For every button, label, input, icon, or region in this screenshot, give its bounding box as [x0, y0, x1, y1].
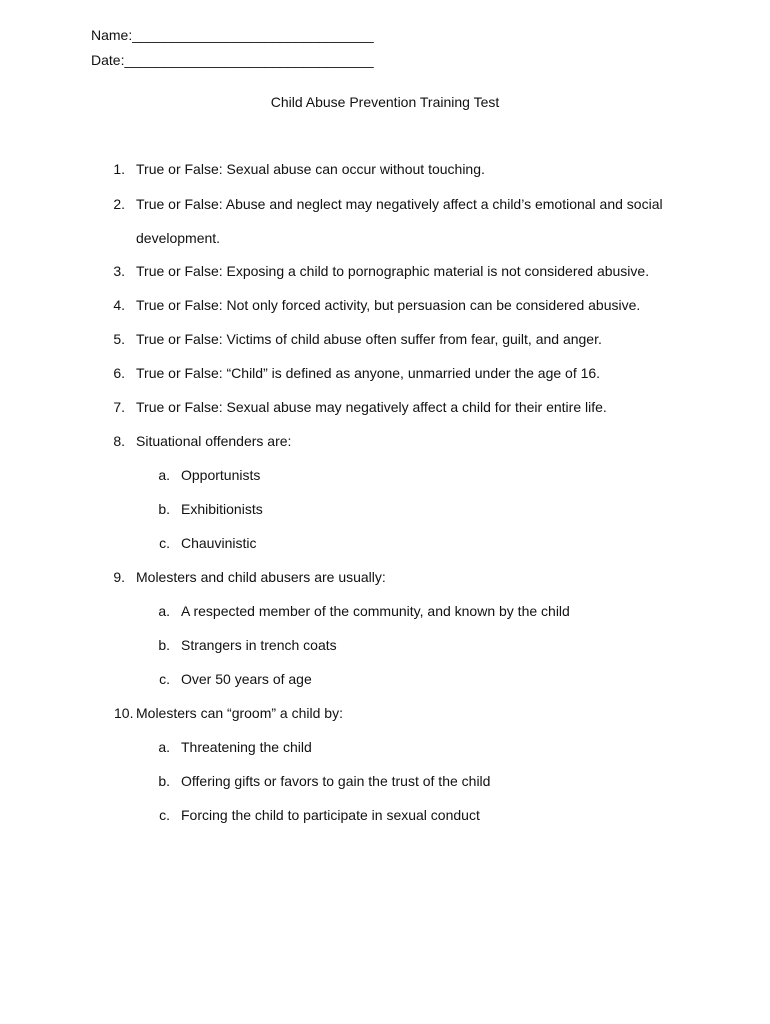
- question-text: Molesters can “groom” a child by:: [136, 705, 343, 721]
- question-text: True or False: “Child” is defined as anyone, unmarried under the age of 16.: [136, 365, 601, 381]
- question-number: 9.: [113, 569, 125, 585]
- option-text: A respected member of the community, and known by the child: [181, 603, 570, 619]
- option-letter: c.: [159, 535, 170, 551]
- question-text: Situational offenders are:: [136, 433, 292, 449]
- question-number: 2.: [113, 196, 125, 212]
- question-number: 4.: [113, 297, 125, 313]
- question-number: 10.: [114, 705, 134, 721]
- option-letter: c.: [159, 807, 170, 823]
- option-letter: a.: [158, 467, 170, 483]
- option-letter: b.: [158, 637, 170, 653]
- option-text: Strangers in trench coats: [181, 637, 337, 653]
- option-text: Opportunists: [181, 467, 261, 483]
- page-title: Child Abuse Prevention Training Test: [270, 94, 500, 110]
- option-text: Forcing the child to participate in sexual conduct: [181, 807, 480, 823]
- question-text: True or False: Not only forced activity, but persuasion can be considered abusive.: [136, 297, 641, 313]
- option-letter: b.: [158, 501, 170, 517]
- option-text: Offering gifts or favors to gain the trust of the child: [181, 773, 491, 789]
- option-text: Threatening the child: [181, 739, 312, 755]
- option-letter: a.: [158, 603, 170, 619]
- question-text: True or False: Exposing a child to pornographic material is not considered abusive.: [136, 263, 650, 279]
- question-text: True or False: Sexual abuse may negatively affect a child for their entire life.: [136, 399, 607, 415]
- name-field: Name:_______________________________: [91, 27, 374, 43]
- question-text: True or False: Abuse and neglect may negatively affect a child’s emotional and social development.: [136, 196, 663, 246]
- option-letter: b.: [158, 773, 170, 789]
- question-number: 8.: [113, 433, 125, 449]
- option-letter: c.: [159, 671, 170, 687]
- option-text: Chauvinistic: [181, 535, 257, 551]
- option-letter: a.: [158, 739, 170, 755]
- option-text: Over 50 years of age: [181, 671, 312, 687]
- option-text: Exhibitionists: [181, 501, 263, 517]
- date-field: Date:________________________________: [91, 52, 374, 68]
- question-number: 1.: [113, 161, 125, 177]
- question-text: True or False: Sexual abuse can occur without touching.: [136, 161, 485, 177]
- question-text: Molesters and child abusers are usually:: [136, 569, 386, 585]
- question-text: True or False: Victims of child abuse often suffer from fear, guilt, and anger.: [136, 331, 602, 347]
- question-number: 5.: [113, 331, 125, 347]
- question-number: 7.: [113, 399, 125, 415]
- question-number: 3.: [113, 263, 125, 279]
- question-number: 6.: [113, 365, 125, 381]
